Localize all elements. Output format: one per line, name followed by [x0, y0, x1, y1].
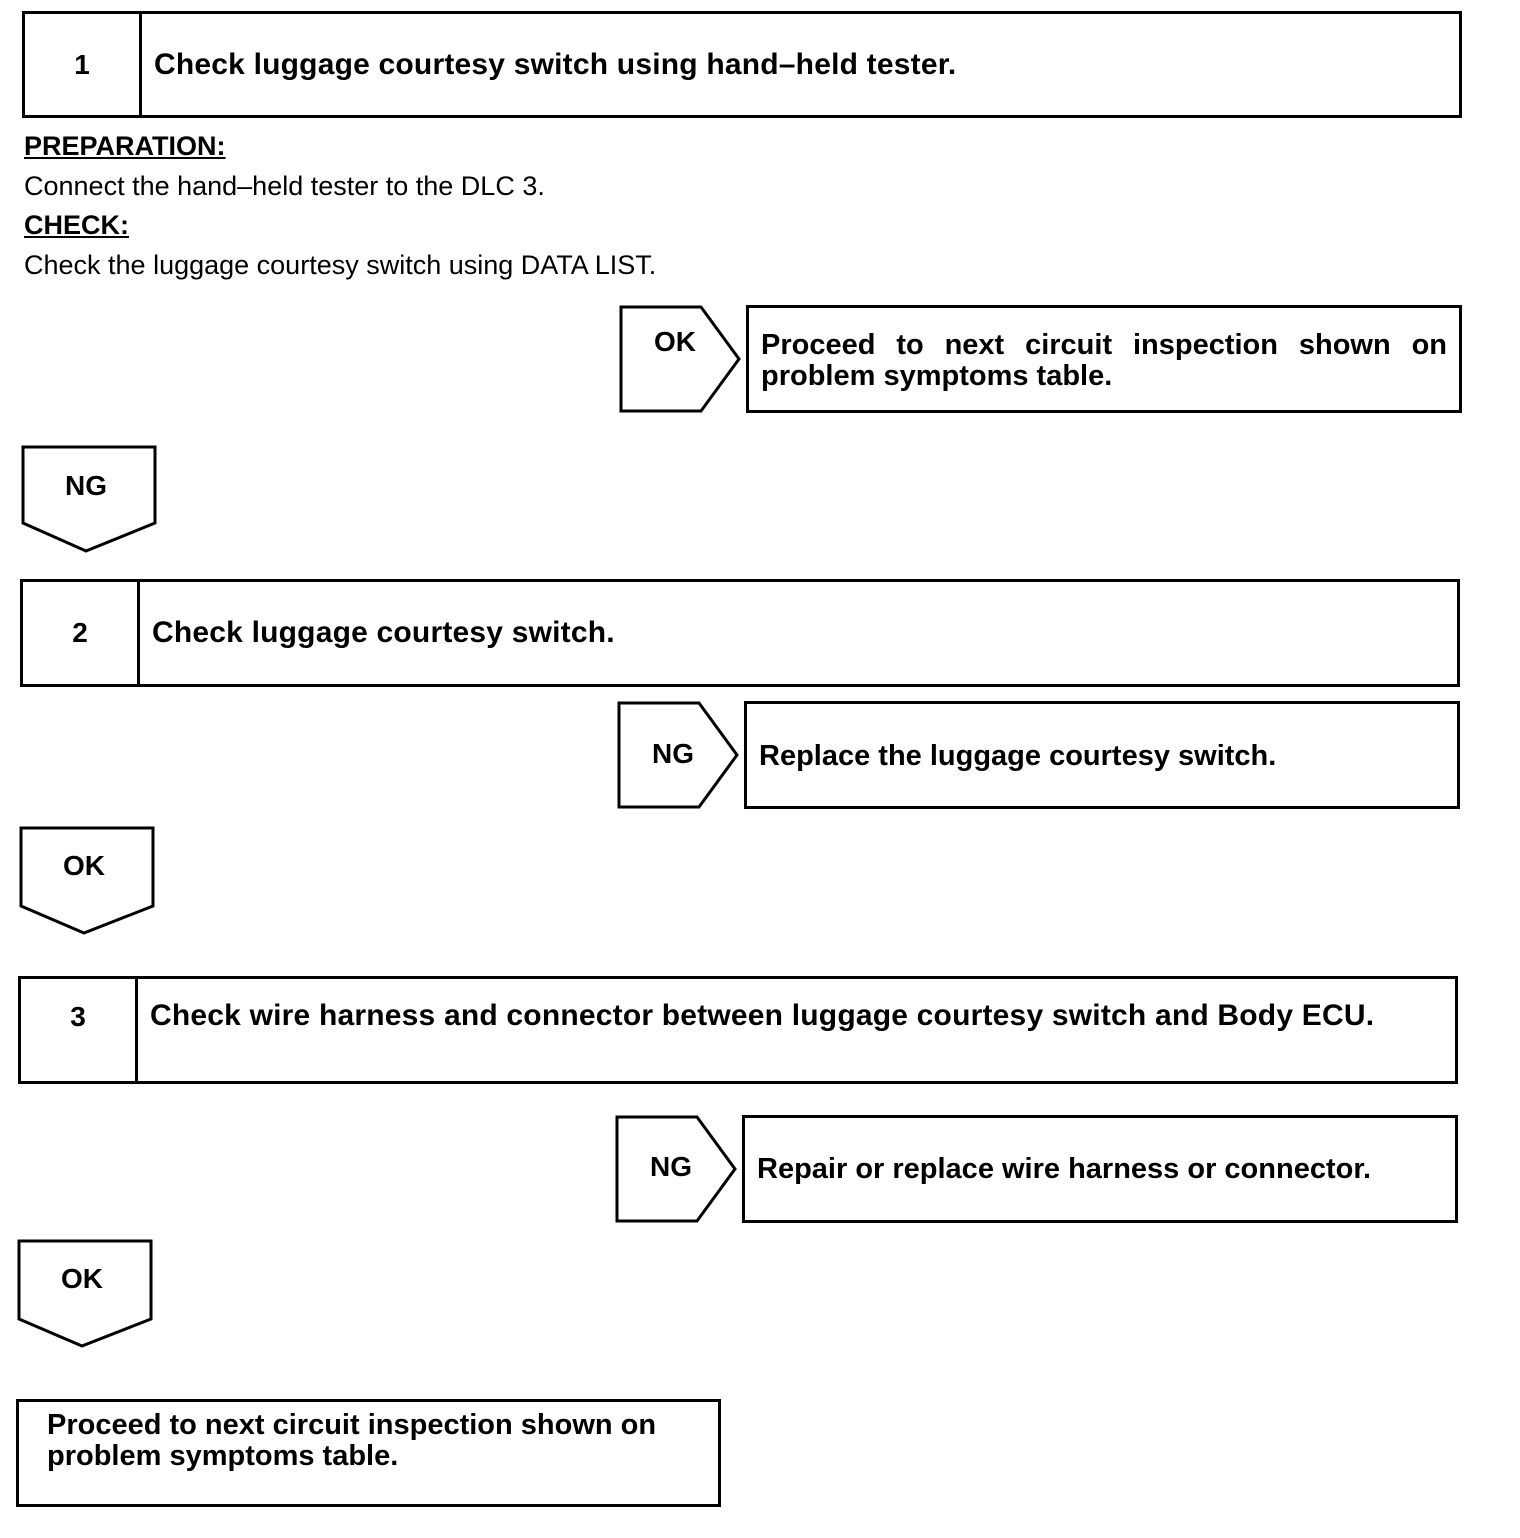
step-1-ok-label: OK — [654, 326, 696, 357]
check-text: Check the luggage courtesy switch using DATA LIST. — [24, 250, 657, 280]
check-heading: CHECK: — [24, 210, 129, 240]
step-1-ok-result-text: Proceed to next circuit inspection shown on problem symptoms table. — [761, 329, 1447, 392]
step-1-number: 1 — [25, 14, 142, 115]
step-2-ng-result-text: Replace the luggage courtesy switch. — [759, 740, 1277, 772]
step-3-box — [18, 976, 1458, 1084]
preparation-heading: PREPARATION: — [24, 131, 226, 161]
step-2-ok-label: OK — [63, 850, 105, 881]
step-3-ng-result — [742, 1115, 1458, 1223]
step-2-number: 2 — [23, 582, 140, 684]
step-1-box — [22, 11, 1462, 118]
step-3-ng-label: NG — [650, 1151, 692, 1182]
preparation-text: Connect the hand–held tester to the DLC 3. — [24, 171, 545, 201]
final-result-box — [16, 1399, 721, 1507]
step-3-title: Check wire harness and connector between luggage courtesy switch and Body ECU. — [150, 999, 1375, 1032]
step-2-ng-result — [744, 701, 1460, 809]
step-2-title: Check luggage courtesy switch. — [152, 616, 615, 649]
step-1-ok-result — [746, 305, 1462, 413]
step-3-ng-result-text: Repair or replace wire harness or connector. — [757, 1153, 1372, 1185]
step-1-ng-label: NG — [65, 470, 107, 501]
final-result-text: Proceed to next circuit inspection shown on problem symptoms table. — [47, 1409, 657, 1472]
step-1-ok-arrow-icon — [619, 305, 743, 414]
step-1-title: Check luggage courtesy switch using hand–held tester. — [154, 47, 957, 81]
step-3-ok-label: OK — [61, 1263, 103, 1294]
step-2-box — [20, 579, 1460, 687]
step-2-ng-label: NG — [652, 738, 694, 769]
step-3-number: 3 — [21, 979, 138, 1081]
